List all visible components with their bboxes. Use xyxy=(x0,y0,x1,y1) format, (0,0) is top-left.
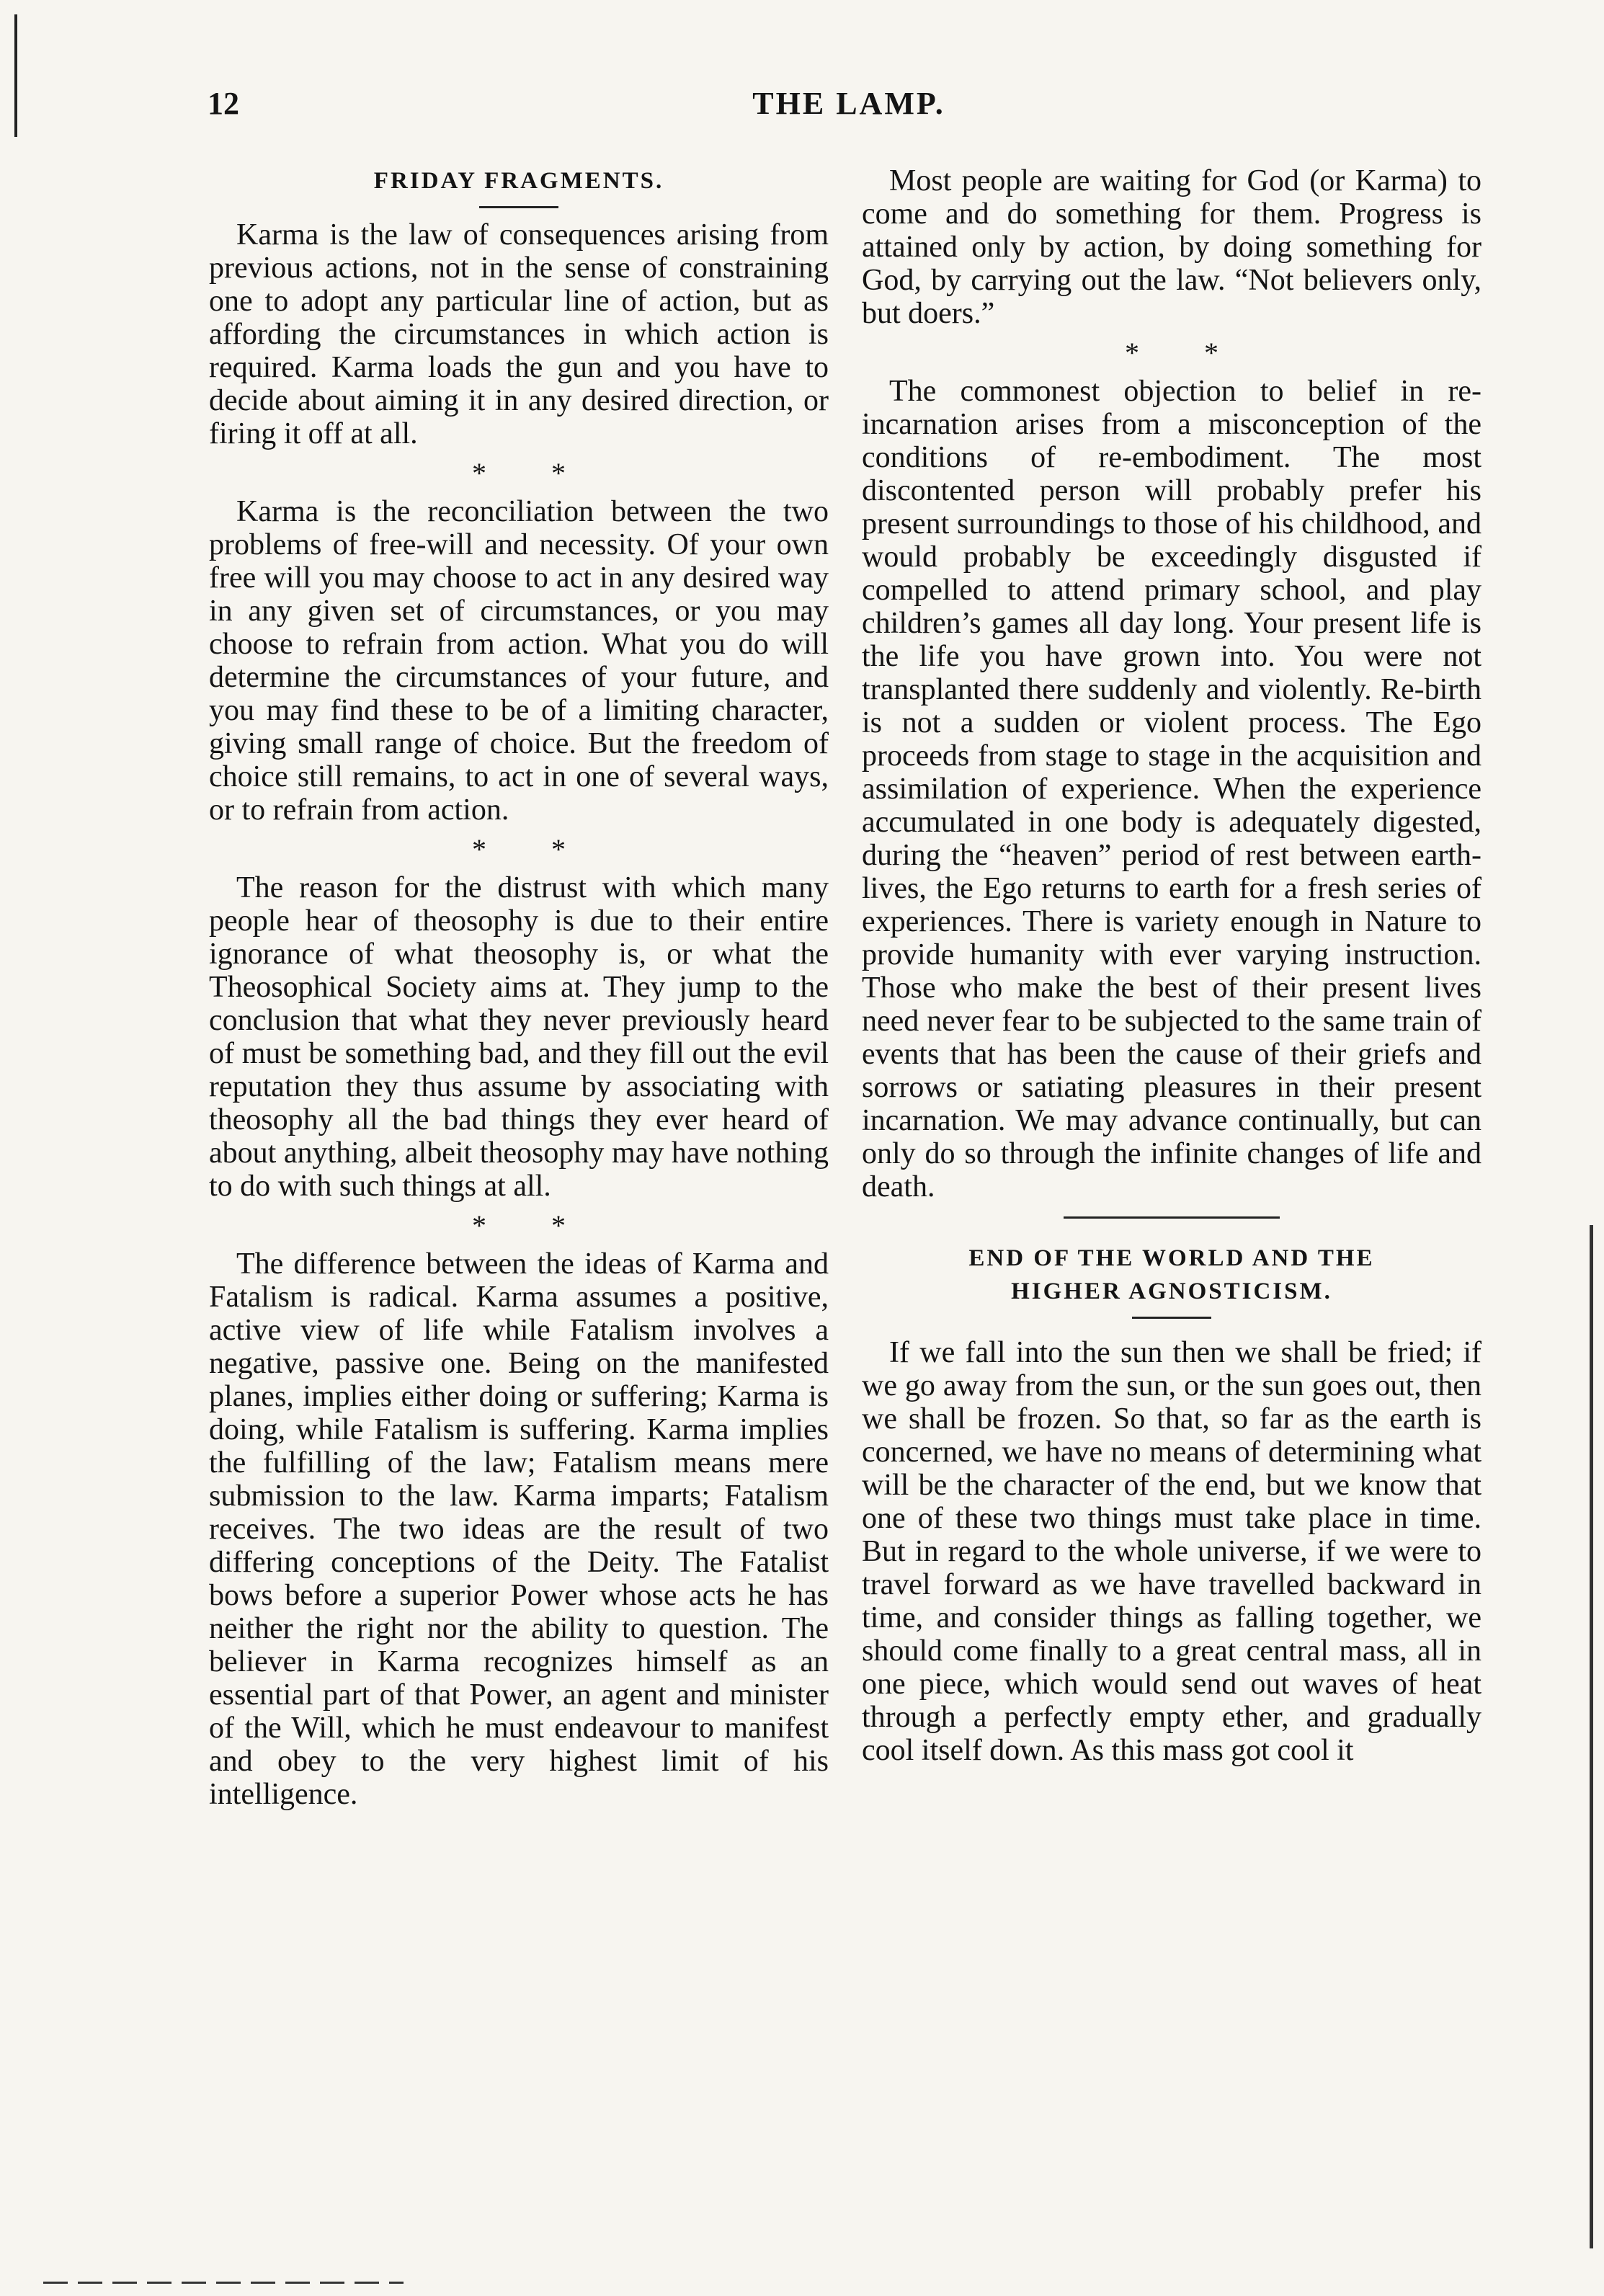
paragraph: The reason for the distrust with which many people hear of theosophy is due to their entire ignorance of what theosophy is, or what the Theosophical Society aims at. They jump to the conclusion that what they never previously heard of must be something bad, and they fill out the evil reputation they thus assume by associating with theosophy all the bad things they ever heard of about anything, albeit theosophy may have nothing to do with such things at all. xyxy=(209,871,829,1203)
section-heading: FRIDAY FRAGMENTS. xyxy=(373,168,664,194)
paragraph: The difference between the ideas of Karma and Fatalism is radical. Karma assumes a positive, active view of life while Fatalism involves a negative, passive one. Being on the manifested planes, implies either doing or suffering; Karma is doing, while Fatalism is suffering. Karma implies the fulfilling of the law; Fatalism means mere submission to the law. Karma imparts; Fatalism receives. The two ideas are the result of two differing conceptions of the Deity. The Fatalist bows before a superior Power whose acts he has neither the right nor the ability to question. The believer in Karma recognizes himself as an essential part of that Power, an agent and minister of the Will, which he must endeavour to manifest and obey to the very highest limit of his intelligence. xyxy=(209,1247,829,1811)
section-ornament: * * xyxy=(1125,337,1247,369)
scan-dashed-line xyxy=(43,2282,404,2284)
running-header xyxy=(208,85,1490,128)
article-heading xyxy=(862,1242,1482,1308)
paragraph: The commonest objection to belief in re-incarnation arises from a misconception of the conditions of re-embodiment. The most discontented person will probably prefer his present surroundings to those of his childhood, and would probably be exceedingly disgusted if compelled to attend primary school, and play children’s games all day long. Your present life is the life you have grown into. You were not transplanted there suddenly and violently. Re-birth is not a sudden or violent process. The Ego proceeds from stage to stage in the acquisition and assimilation of experience. When the experience accumulated in one body is adequately digested, during the “heaven” period of rest between earth-lives, the Ego returns to earth for a fresh series of experiences. There is variety enough in Nature to provide humanity with ever varying instruction. Those who make the best of their present lives need never fear to be subjected to the same train of events that has been the cause of their griefs and sorrows or satiating pleasures in their present incarnation. We may advance continually, but can only do so through the infinite changes of life and death. xyxy=(862,375,1482,1203)
heading-rule xyxy=(1132,1317,1211,1319)
left-column xyxy=(209,164,829,1811)
scan-edge-line xyxy=(14,14,17,137)
paragraph: Most people are waiting for God (or Karma) to come and do something for them. Progress is attained only by action, by doing something for God, by carrying out the law. “Not believers only, but doers.” xyxy=(862,164,1482,330)
paragraph: Karma is the law of consequences arising from previous actions, not in the sense of constraining one to adopt any particular line of action, but as affording the circumstances in which action is required. Karma loads the gun and you have to decide about aiming it in any desired direction, or firing it off at all. xyxy=(209,218,829,450)
paragraph: Karma is the reconciliation between the two problems of free-will and necessity. Of your own free will you may choose to act in any desired way in any given set of circumstances, or you may choose to refrain from action. What you do will determine the circumstances of your future, and you may find these to be of a limiting character, giving small range of choice. But the freedom of choice still remains, to act in one of several ways, or to refrain from action. xyxy=(209,495,829,827)
article-heading-line: HIGHER AGNOSTICISM. xyxy=(1011,1278,1332,1304)
section-ornament: * * xyxy=(472,1209,594,1242)
paragraph: If we fall into the sun then we shall be fried; if we go away from the sun, or the sun goes out, then we shall be frozen. So that, so far as the earth is concerned, we have no means of determining what will be the character of the end, but we know that one of these two things must take place in time. But in regard to the whole universe, if we were to travel forward as we have travelled backward in time, and consider things as falling together, we should come finally to a great central mass, all in one piece, which would send out waves of heat through a perfectly empty ether, and gradually cool itself down. As this mass got cool it xyxy=(862,1336,1482,1767)
right-column xyxy=(862,164,1482,1767)
article-heading-line: END OF THE WORLD AND THE xyxy=(968,1245,1375,1271)
journal-title: THE LAMP. xyxy=(752,86,945,121)
section-ornament: * * xyxy=(472,833,594,866)
article-separator xyxy=(1064,1216,1280,1219)
section-ornament: * * xyxy=(472,457,594,489)
heading-rule xyxy=(479,206,558,208)
scan-edge-line xyxy=(1590,1225,1593,2248)
page-number: 12 xyxy=(208,86,239,121)
